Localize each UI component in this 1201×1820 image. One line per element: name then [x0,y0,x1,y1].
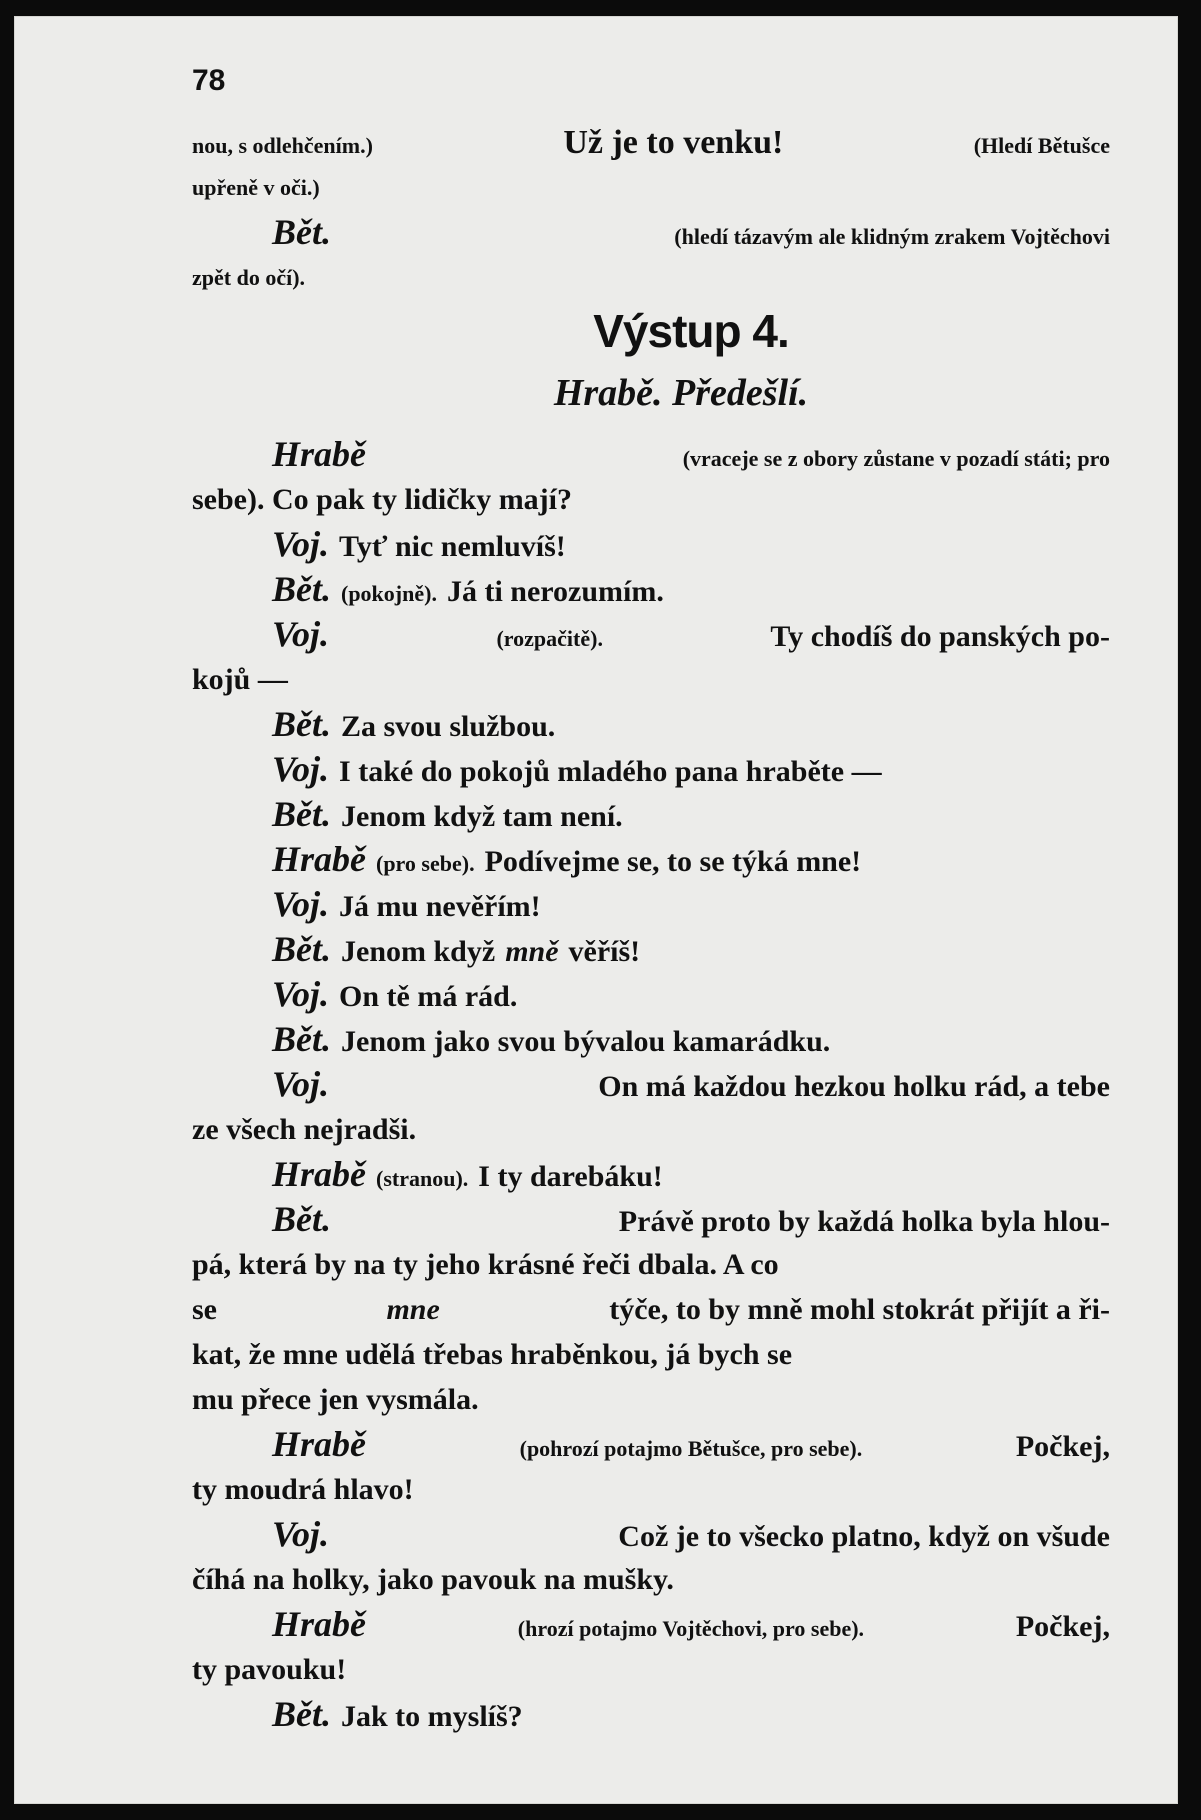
text-line [192,1152,1110,1197]
text-line [192,255,1110,300]
text-line [192,210,1110,255]
text-line [192,1107,1110,1152]
spoken-line: Tyť nic nemluvíš! [339,530,566,563]
text-line [192,1287,1110,1332]
spoken-line: Za svou službou. [341,710,556,743]
text-line [192,477,1110,522]
spoken-line: číhá na holky, jako pavouk na mušky. [192,1563,674,1596]
spoken-line: On tě má rád. [339,980,518,1013]
speaker-bet: Bět. [272,1694,331,1734]
text-line [192,1512,1110,1557]
stage-direction: (pohrozí potajmo Bětušce, pro sebe). [519,1436,863,1461]
spoken-line: Já mu nevěřím! [339,890,541,923]
spoken-line: Já ti nerozumím. [446,575,664,608]
text-line [192,702,1110,747]
spoken-line: se [192,1293,217,1326]
spoken-line: Jenom když [341,935,496,968]
text-line [192,657,1110,702]
text-line [192,612,1110,657]
text-line [192,972,1110,1017]
text-line [192,747,1110,792]
speaker-voj: Voj. [272,614,330,654]
text-line [192,882,1110,927]
scene-characters: Hrabě. Předešlí. [553,372,809,414]
spoken-line: pá, která by na ty jeho krásné řeči dbala. A co [192,1248,779,1281]
speaker-bet: Bět. [272,569,331,609]
speaker-bet: Bět. [272,212,331,252]
spoken-line: Jak to myslíš? [341,1700,523,1733]
text-line [192,1242,1110,1287]
text-line [192,1692,1110,1737]
spoken-line: Už je to venku! [563,124,784,161]
text-line [192,432,1110,477]
spoken-line: Jenom jako svou bývalou kamarádku. [341,1025,831,1058]
speaker-bet: Bět. [272,929,331,969]
page-text [192,120,1110,1737]
speaker-bet: Bět. [272,1199,331,1239]
stage-direction: (Hledí Bětušce [973,133,1110,158]
stage-direction: nou, s odlehčením.) [192,133,373,158]
speaker-bet: Bět. [272,704,331,744]
spoken-line: věříš! [568,935,641,968]
stage-direction: (hrozí potajmo Vojtěchovi, pro sebe). [517,1616,865,1641]
text-line [192,1062,1110,1107]
spoken-line: Jenom když tam není. [341,800,623,833]
speaker-hrabe: Hrabě [272,839,366,879]
text-line [192,1197,1110,1242]
text-line [192,522,1110,567]
scene-heading: Výstup 4. [593,305,789,357]
page-number: 78 [192,64,226,97]
text-line [192,1332,1110,1377]
spoken-line: Ty chodíš do panských po- [770,620,1110,653]
spoken-line: Což je to všecko platno, když on všude [618,1520,1110,1553]
stage-direction: zpět do očí). [192,265,306,290]
stage-direction: (vraceje se z obory zůstane v pozadí státi; pro [682,446,1110,471]
emphasis: mně [505,935,559,968]
stage-direction: (rozpačitě). [496,626,603,651]
spoken-line: kat, že mne udělá třebas hraběnkou, já bych se [192,1338,793,1371]
text-line [192,1557,1110,1602]
book-page [14,16,1178,1804]
text-line [192,792,1110,837]
stage-direction: (stranou). [376,1166,469,1191]
speaker-voj: Voj. [272,974,330,1014]
spoken-line: I ty darebáku! [478,1160,663,1193]
speaker-hrabe: Hrabě [272,434,366,474]
speaker-voj: Voj. [272,749,330,789]
text-line [192,837,1110,882]
spoken-line: Počkej, [1015,1430,1110,1463]
spoken-line: On má každou hezkou holku rád, a tebe [598,1070,1110,1103]
text-line [192,1467,1110,1512]
text-line [192,567,1110,612]
speaker-hrabe: Hrabě [272,1604,366,1644]
speaker-voj: Voj. [272,524,330,564]
stage-direction: upřeně v oči.) [192,175,320,200]
speaker-hrabe: Hrabě [272,1424,366,1464]
stage-direction: (hledí tázavým ale klidným zrakem Vojtěchovi [674,224,1110,249]
spoken-line: ze všech nejradši. [192,1113,417,1146]
spoken-line: Právě proto by každá holka byla hlou- [618,1205,1110,1238]
text-line [192,1017,1110,1062]
spoken-line: sebe). Co pak ty lidičky mají? [192,483,573,516]
emphasis: mne [386,1293,440,1326]
speaker-voj: Voj. [272,1514,330,1554]
text-line [192,165,1110,210]
speaker-hrabe: Hrabě [272,1154,366,1194]
speaker-voj: Voj. [272,884,330,924]
text-line [192,120,1110,165]
spoken-line: kojů — [192,663,288,696]
text-line [192,1422,1110,1467]
speaker-bet: Bět. [272,1019,331,1059]
spoken-line: ty moudrá hlavo! [192,1473,414,1506]
spoken-line: Podívejme se, to se týká mne! [484,845,862,878]
speaker-bet: Bět. [272,794,331,834]
text-line [192,1647,1110,1692]
speaker-voj: Voj. [272,1064,330,1104]
spoken-line: I také do pokojů mladého pana hraběte — [339,755,882,788]
spoken-line: ty pavouku! [192,1653,347,1686]
stage-direction: (pro sebe). [376,851,475,876]
text-line [192,1602,1110,1647]
stage-direction: (pokojně). [341,581,437,606]
text-line [192,1377,1110,1422]
spoken-line: mu přece jen vysmála. [192,1383,479,1416]
spoken-line: Počkej, [1015,1610,1110,1643]
spoken-line: týče, to by mně mohl stokrát přijít a ři- [609,1293,1110,1326]
text-line [192,927,1110,972]
